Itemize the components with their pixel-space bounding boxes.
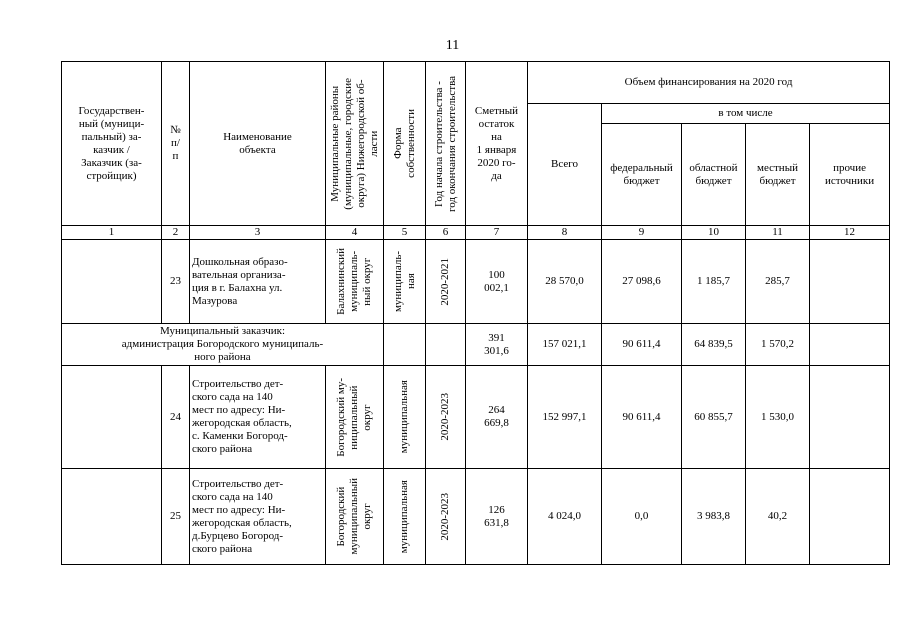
cell-district: Балахнинский муниципаль- ный округ: [326, 240, 384, 324]
cell-total: 28 570,0: [528, 240, 602, 324]
column-number: 6: [426, 226, 466, 240]
cell-federal: 0,0: [602, 469, 682, 565]
cell-total: 152 997,1: [528, 366, 602, 469]
table-row: [62, 240, 890, 324]
cell-regional: 64 839,5: [682, 324, 746, 366]
header-funding: Объем финансирования на 2020 год: [528, 62, 890, 104]
cell-other: [810, 240, 890, 324]
cell-object-name: Дошкольная образо- вательная организа- ция в г. Балахна ул. Мазурова: [190, 240, 326, 324]
column-number: 2: [162, 226, 190, 240]
cell-federal: 90 611,4: [602, 324, 682, 366]
cell-customer: [62, 240, 162, 324]
cell-balance: 391 301,6: [466, 324, 528, 366]
cell-balance: 100 002,1: [466, 240, 528, 324]
cell-years: [426, 324, 466, 366]
cell-other: [810, 366, 890, 469]
header-customer: Государствен- ный (муници- пальный) за- казчик / Заказчик (за- стройщик): [62, 62, 162, 226]
column-number: 11: [746, 226, 810, 240]
cell-number: 24: [162, 366, 190, 469]
cell-years: 2020-2023: [426, 469, 466, 565]
page-number: 11: [445, 38, 460, 53]
table-row: [62, 324, 890, 366]
column-number: 1: [62, 226, 162, 240]
column-number: 10: [682, 226, 746, 240]
column-number: 3: [190, 226, 326, 240]
table-row: [62, 366, 890, 469]
column-number: 12: [810, 226, 890, 240]
cell-years: 2020-2021: [426, 240, 466, 324]
header-years: Год начала строительства - год окончания строительства: [426, 62, 466, 226]
table-row: [62, 469, 890, 565]
cell-total: 4 024,0: [528, 469, 602, 565]
cell-other: [810, 469, 890, 565]
header-object-name: Наименование объекта: [190, 62, 326, 226]
cell-other: [810, 324, 890, 366]
column-number: 7: [466, 226, 528, 240]
cell-district: Богородский муниципальный округ: [326, 469, 384, 565]
header-ownership: Форма собственности: [384, 62, 426, 226]
column-number: 9: [602, 226, 682, 240]
cell-local: 1 530,0: [746, 366, 810, 469]
cell-years: 2020-2023: [426, 366, 466, 469]
financing-table: [61, 61, 890, 565]
cell-local: 1 570,2: [746, 324, 810, 366]
cell-ownership: [384, 324, 426, 366]
cell-regional: 3 983,8: [682, 469, 746, 565]
cell-balance: 126 631,8: [466, 469, 528, 565]
header-other: прочие источники: [810, 124, 890, 226]
cell-district: Богородский му- ниципальный округ: [326, 366, 384, 469]
cell-local: 285,7: [746, 240, 810, 324]
header-districts: Муниципальные районы (муниципальные, городские округа) Нижегородской об- ласти: [326, 62, 384, 226]
cell-ownership: муниципальная: [384, 469, 426, 565]
cell-balance: 264 669,8: [466, 366, 528, 469]
cell-ownership: муниципаль- ная: [384, 240, 426, 324]
cell-number: 25: [162, 469, 190, 565]
header-federal: федеральный бюджет: [602, 124, 682, 226]
cell-total: 157 021,1: [528, 324, 602, 366]
column-number: 4: [326, 226, 384, 240]
cell-object-name: Строительство дет- ского сада на 140 мест по адресу: Ни- жегородская область, д.Бурцево Богород- ского района: [190, 469, 326, 565]
header-including: в том числе: [602, 104, 890, 124]
cell-ownership: муниципальная: [384, 366, 426, 469]
cell-object-name: Строительство дет- ского сада на 140 мест по адресу: Ни- жегородская область, с. Каменки Богород- ского района: [190, 366, 326, 469]
cell-regional: 60 855,7: [682, 366, 746, 469]
cell-customer: [62, 366, 162, 469]
cell-customer: [62, 469, 162, 565]
cell-customer-group: Муниципальный заказчик: администрация Богородского муниципаль- ного района: [62, 324, 384, 366]
header-number: № п/ п: [162, 62, 190, 226]
header-local: местный бюджет: [746, 124, 810, 226]
cell-federal: 90 611,4: [602, 366, 682, 469]
cell-number: 23: [162, 240, 190, 324]
header-balance: Сметный остаток на 1 января 2020 го- да: [466, 62, 528, 226]
cell-federal: 27 098,6: [602, 240, 682, 324]
column-number: 5: [384, 226, 426, 240]
cell-local: 40,2: [746, 469, 810, 565]
cell-regional: 1 185,7: [682, 240, 746, 324]
column-number: 8: [528, 226, 602, 240]
header-regional: областной бюджет: [682, 124, 746, 226]
header-total: Всего: [528, 104, 602, 226]
